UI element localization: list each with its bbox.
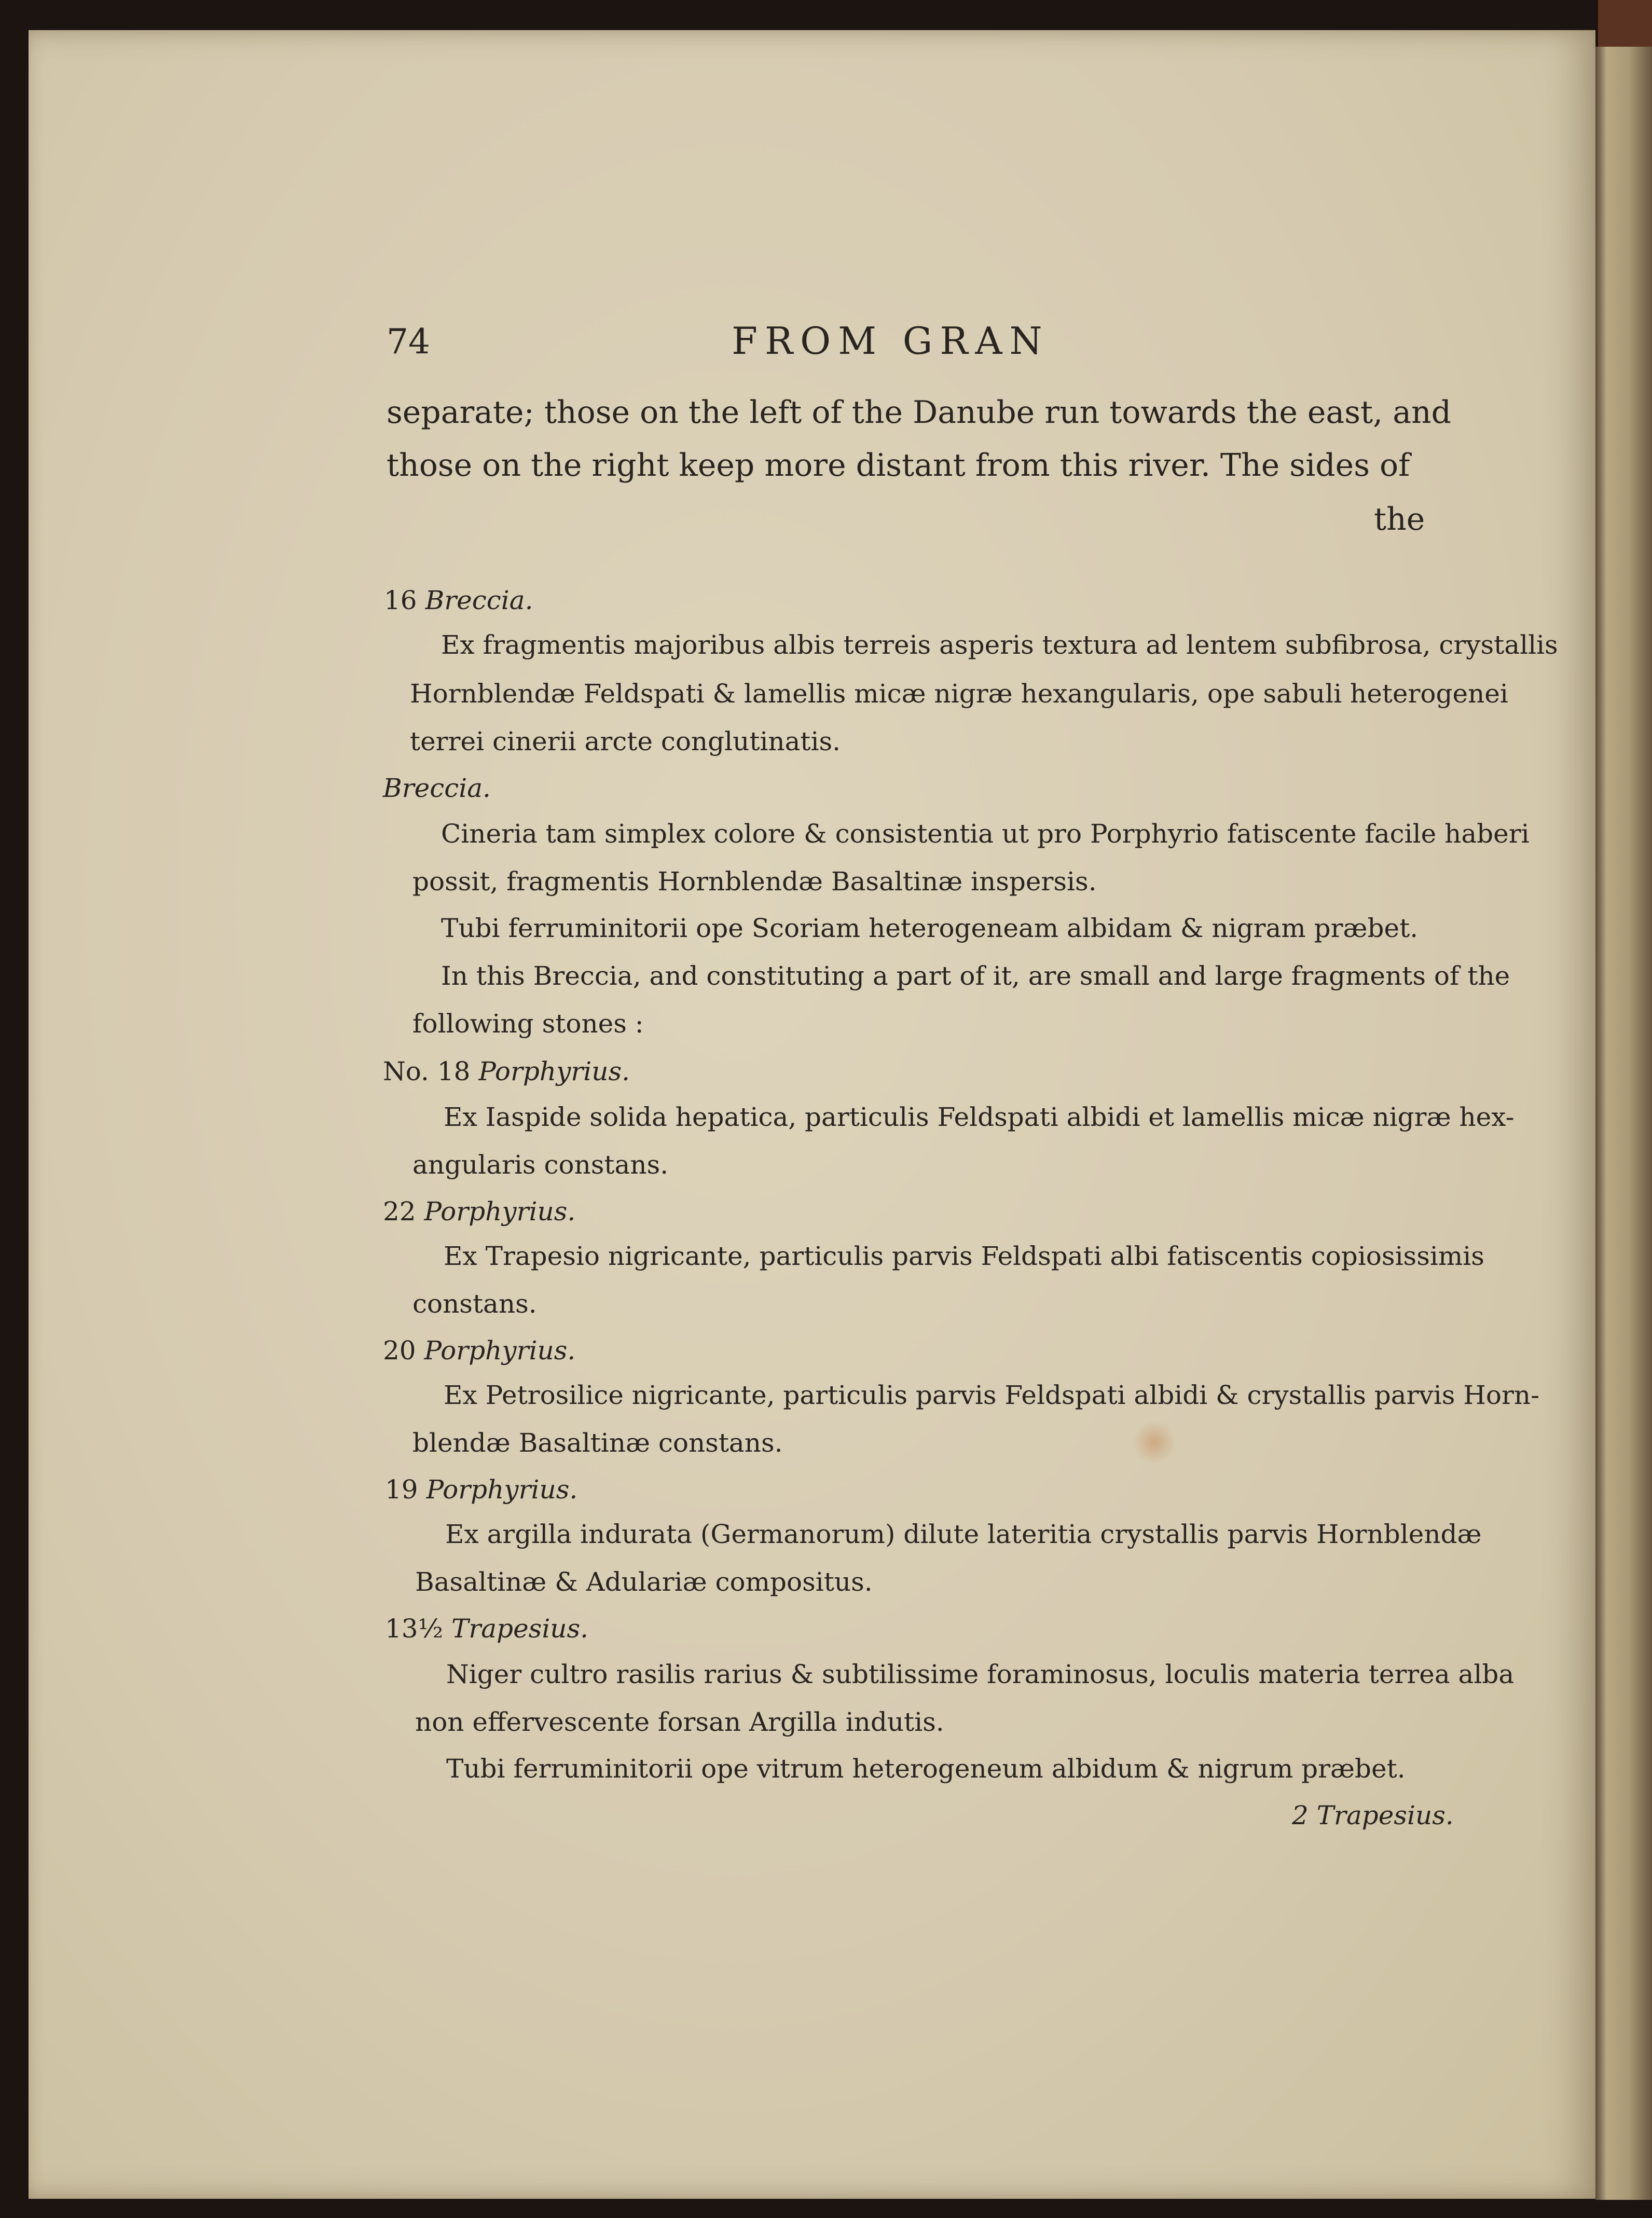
specimen-name: Porphyrius. <box>424 1196 576 1227</box>
main-text-line: the <box>1374 501 1425 538</box>
main-text-line: separate; those on the left of the Danube run towards the east, and <box>387 394 1452 431</box>
specimen-description-line: In this Breccia, and constituting a part of it, are small and large fragments of the <box>441 961 1510 991</box>
specimen-description-line: Tubi ferruminitorii ope Scoriam heterogeneam albidam & nigram præbet. <box>441 913 1419 943</box>
specimen-label <box>383 1196 575 1227</box>
specimen-description-line: constans. <box>412 1289 537 1319</box>
running-head: FROM GRAN <box>732 319 1050 363</box>
catchword: 2 Trapesius. <box>1292 1800 1454 1830</box>
specimen-description-line: non effervescente forsan Argilla indutis. <box>415 1707 944 1737</box>
specimen-label <box>383 1056 630 1086</box>
specimen-description-line: Ex Petrosilice nigricante, particulis parvis Feldspati albidi & crystallis parvis Horn- <box>444 1380 1539 1410</box>
specimen-number: 22 <box>383 1196 416 1227</box>
specimen-description-line: Basaltinæ & Adulariæ compositus. <box>415 1567 873 1597</box>
specimen-description-line: Hornblendæ Feldspati & lamellis micæ nigræ hexangularis, ope sabuli heterogenei <box>410 679 1508 709</box>
specimen-description-line: blendæ Basaltinæ constans. <box>412 1428 783 1458</box>
specimen-number: No. 18 <box>383 1056 471 1086</box>
specimen-name: Porphyrius. <box>424 1335 576 1366</box>
main-text-line: those on the right keep more distant from this river. The sides of <box>387 447 1410 484</box>
specimen-description-line: angularis constans. <box>412 1150 669 1180</box>
specimen-description-line: terrei cinerii arcte conglutinatis. <box>410 726 841 756</box>
specimen-name: Porphyrius. <box>478 1056 630 1086</box>
specimen-description-line: possit, fragmentis Hornblendæ Basaltinæ inspersis. <box>412 866 1097 897</box>
specimen-description-line: Ex fragmentis majoribus albis terreis asperis textura ad lentem subfibrosa, crystallis <box>441 630 1558 660</box>
specimen-name: Breccia. <box>383 773 491 803</box>
specimen-description-line: Tubi ferruminitorii ope vitrum heterogeneum albidum & nigrum præbet. <box>446 1754 1406 1784</box>
specimen-number: 16 <box>384 585 417 615</box>
page-number: 74 <box>387 322 430 362</box>
specimen-description-line: Ex Trapesio nigricante, particulis parvis Feldspati albi fatiscentis copiosissimis <box>444 1241 1484 1271</box>
specimen-number: 20 <box>383 1335 416 1366</box>
specimen-name: Porphyrius. <box>426 1475 578 1505</box>
specimen-name: Breccia. <box>425 585 533 615</box>
specimen-name: Trapesius. <box>451 1614 589 1644</box>
specimen-label <box>385 1475 577 1505</box>
specimen-label <box>383 1335 575 1366</box>
specimen-description-line: Cineria tam simplex colore & consistentia ut pro Porphyrio fatiscente facile haberi <box>441 819 1530 849</box>
specimen-description-line: following stones : <box>412 1009 644 1039</box>
specimen-description-line: Niger cultro rasilis rarius & subtilissime foraminosus, loculis materia terrea alba <box>446 1659 1515 1689</box>
specimen-number: 19 <box>385 1475 418 1505</box>
specimen-label <box>385 1614 588 1644</box>
specimen-number: 13½ <box>385 1614 444 1644</box>
specimen-label <box>384 585 533 615</box>
specimen-description-line: Ex argilla indurata (Germanorum) dilute lateritia crystallis parvis Hornblendæ <box>445 1519 1482 1549</box>
specimen-description-line: Ex Iaspide solida hepatica, particulis Feldspati albidi et lamellis micæ nigræ hex- <box>444 1102 1515 1132</box>
